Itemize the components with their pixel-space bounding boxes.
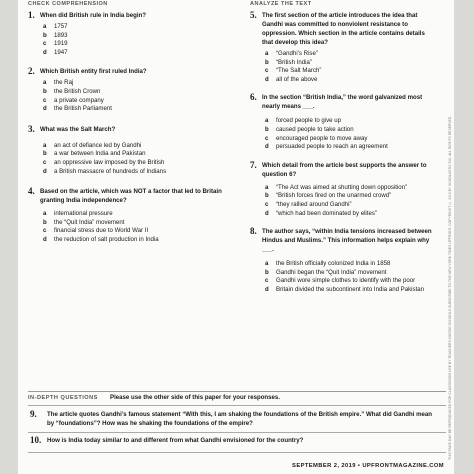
question-number: 5. (250, 10, 257, 20)
question-text: When did British rule in India begin? (40, 12, 146, 19)
check-comprehension-header: CHECK COMPREHENSION (28, 1, 108, 7)
question-text: In the section “British India,” the word galvanized most nearly means ___. (262, 94, 423, 111)
question-number: 1. (28, 10, 35, 20)
answer-option[interactable]: d the British Parliament (43, 105, 112, 113)
question-7 (250, 161, 432, 218)
question-number: 6. (250, 92, 257, 103)
question-text: The author says, “within India tensions increased between Hindus and Muslims.” This information helps explain why ___. (262, 228, 432, 254)
worksheet-page (18, 0, 454, 474)
answer-option[interactable]: b the “Quit India” movement (43, 218, 125, 226)
question-text: Based on the article, which was NOT a factor that led to Britain granting India independence? (40, 188, 222, 205)
question-4 (28, 187, 236, 244)
answer-option[interactable]: a international pressure (43, 210, 113, 218)
question-2 (28, 67, 236, 113)
answer-option[interactable]: b caused people to take action (265, 125, 354, 133)
answer-option[interactable]: b “British forces fired on the unarmed crowd” (265, 192, 392, 200)
answer-option[interactable]: d a British massacre of hundreds of Indians (43, 167, 167, 175)
question-number: 4. (28, 186, 35, 197)
answer-option[interactable]: c 1919 (43, 40, 68, 48)
question-text: Which detail from the article best supports the answer to question 6? (262, 161, 427, 178)
in-depth-header (28, 391, 446, 404)
divider (28, 452, 446, 453)
answer-option[interactable]: c financial stress due to World War II (43, 227, 149, 235)
question-number: 3. (28, 123, 35, 134)
question-number: 10. (30, 435, 42, 445)
answer-option[interactable]: c Gandhi wore simple clothes to identify with the poor (265, 277, 416, 285)
question-text: Which British entity first ruled India? (40, 68, 147, 76)
question-number: 8. (250, 226, 257, 237)
answer-option[interactable]: c encouraged people to move away (265, 134, 368, 142)
footer: SEPTEMBER 2, 2019 • UPFRONTMAGAZINE.COM (292, 463, 444, 469)
answer-option[interactable]: b “British India” (265, 58, 312, 66)
answer-option[interactable]: b a war between India and Pakistan (43, 150, 146, 158)
question-10 (30, 436, 440, 445)
question-number: 9. (30, 409, 37, 419)
answer-option[interactable]: a 1757 (43, 23, 68, 30)
answer-option[interactable]: a the Raj (43, 79, 74, 87)
answer-option[interactable]: a “Gandhi’s Rise” (265, 50, 318, 57)
answer-option[interactable]: d 1947 (43, 48, 68, 56)
in-depth-label: IN-DEPTH QUESTIONS (28, 395, 98, 401)
question-9 (30, 410, 440, 428)
answer-option[interactable]: d “which had been dominated by elites” (265, 209, 377, 217)
question-5 (250, 11, 432, 84)
question-3 (28, 125, 236, 176)
answer-option[interactable]: d Britain divided the subcontinent into India and Pakistan (265, 285, 425, 293)
divider (28, 432, 446, 433)
answer-option[interactable]: c a private company (43, 96, 104, 104)
answer-option[interactable]: b the British Crown (43, 87, 101, 95)
answer-option[interactable]: b 1893 (43, 31, 68, 39)
answer-option[interactable]: c “they rallied around Gandhi” (265, 200, 352, 208)
answer-option[interactable]: b Gandhi began the “Quit India” movement (265, 268, 387, 276)
divider (28, 405, 446, 406)
answer-option[interactable]: a “The Act was aimed at shutting down opposition” (265, 183, 408, 191)
question-number: 2. (28, 66, 35, 77)
answer-option[interactable]: d all of the above (265, 75, 318, 83)
answer-option[interactable]: c “The Salt March” (265, 67, 322, 75)
answer-option[interactable]: d the reduction of salt production in India (43, 235, 159, 243)
answer-option[interactable]: a forced people to give up (265, 117, 342, 125)
question-text: The article quotes Gandhi’s famous statement “With this, I am shaking the foundations of the British empire.” What did Gandhi mean by “foundations”? How was he shaking the foundations of the empire? (47, 411, 433, 427)
question-text: What was the Salt March? (40, 125, 116, 133)
question-6 (250, 93, 432, 151)
question-text: The first section of the article introduces the idea that Gandhi was committed to nonviolent resistance to oppression. Which section in the article contains details that develop this idea? (262, 12, 425, 46)
left-column (28, 11, 236, 251)
question-1 (28, 11, 236, 57)
copyright-side-note: THIS PAGE MAY BE REPRODUCED FOR CLASSROOM USE BY TEACHERS WHOSE SCHOOLS SUBSCRIBE TO THE NEW YORK TIMES UPFRONT. COPYRIGHT © 2019 BY SCHOLASTIC INC. ALL RIGHTS RESERVED. (448, 115, 452, 460)
answer-option[interactable]: d persuaded people to reach an agreement (265, 143, 388, 151)
right-column (250, 11, 432, 301)
answer-option[interactable]: a the British officially colonized India in 1858 (265, 260, 391, 268)
question-8 (250, 227, 432, 294)
question-text: How is India today similar to and different from what Gandhi envisioned for the country? (47, 437, 304, 444)
in-depth-instructions: Please use the other side of this paper for your responses. (110, 394, 280, 401)
analyze-text-header: ANALYZE THE TEXT (250, 1, 312, 7)
answer-option[interactable]: a an act of defiance led by Gandhi (43, 141, 142, 149)
answer-option[interactable]: c an oppressive law imposed by the British (43, 158, 165, 166)
question-number: 7. (250, 159, 257, 170)
